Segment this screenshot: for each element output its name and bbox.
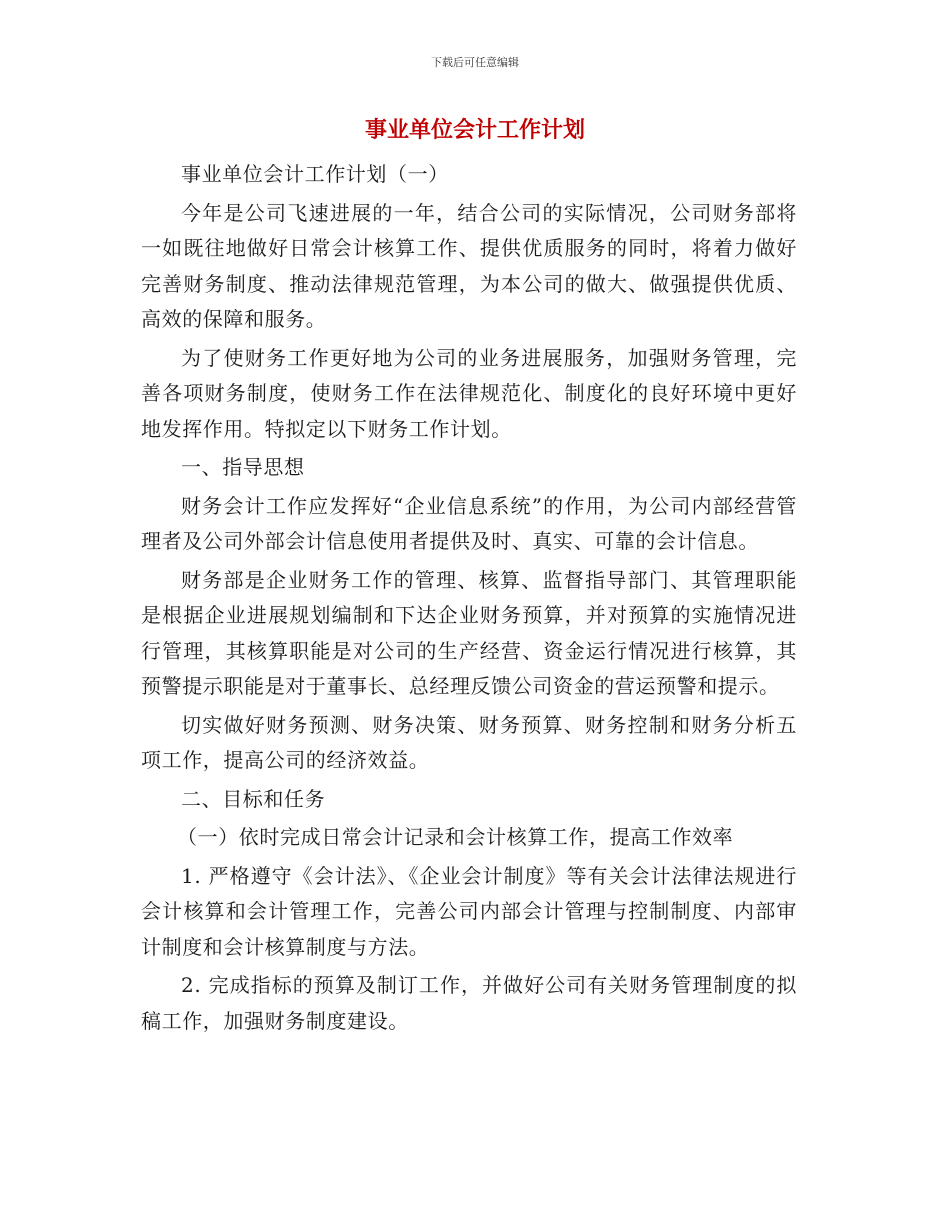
paragraph: 财务会计工作应发挥好“企业信息系统”的作用，为公司内部经营管理者及公司外部会计信息使用者提供及时、真实、可靠的会计信息。	[141, 493, 797, 553]
section-heading: 一、指导思想	[181, 455, 305, 479]
document-body	[141, 157, 797, 1042]
paragraph: 财务部是企业财务工作的管理、核算、监督指导部门、其管理职能是根据企业进展规划编制和下达企业财务预算，并对预算的实施情况进行管理，其核算职能是对公司的生产经营、资金运行情况进行核算，其预警提示职能是对于董事长、总经理反馈公司资金的营运预警和提示。	[141, 567, 797, 698]
paragraph-subtitle: 事业单位会计工作计划（一）	[181, 162, 449, 186]
paragraph: 切实做好财务预测、财务决策、财务预算、财务控制和财务分析五项工作，提高公司的经济效益。	[141, 712, 797, 772]
paragraph: 为了使财务工作更好地为公司的业务进展服务，加强财务管理，完善各项财务制度，使财务工作在法律规范化、制度化的良好环境中更好地发挥作用。特拟定以下财务工作计划。	[141, 345, 797, 441]
page-header-note: 下载后可任意编辑	[431, 56, 519, 69]
document-title: 事业单位会计工作计划	[364, 118, 585, 143]
paragraph: 今年是公司飞速进展的一年，结合公司的实际情况，公司财务部将一如既往地做好日常会计核算工作、提供优质服务的同时，将着力做好完善财务制度、推动法律规范管理，为本公司的做大、做强提供优质、高效的保障和服务。	[141, 200, 797, 331]
list-item: 2. 完成指标的预算及制订工作，并做好公司有关财务管理制度的拟稿工作，加强财务制度建设。	[141, 973, 797, 1033]
section-heading: 二、目标和任务	[181, 786, 326, 811]
list-item: 1. 严格遵守《会计法》、《企业会计制度》等有关会计法律法规进行会计核算和会计管理工作，完善公司内部会计管理与控制制度、内部审计制度和会计核算制度与方法。	[141, 863, 797, 959]
subsection-heading: （一）依时完成日常会计记录和会计核算工作，提高工作效率	[177, 825, 734, 849]
